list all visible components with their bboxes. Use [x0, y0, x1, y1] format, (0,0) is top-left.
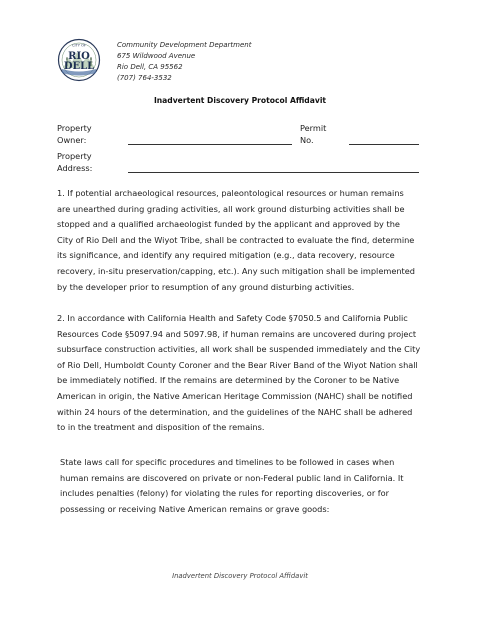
paragraph-3-line: possessing or receiving Native American remains or grave goods:: [60, 503, 330, 514]
paragraph-3-line: human remains are discovered on private or non-Federal public land in California. It: [60, 472, 404, 483]
property-owner-field[interactable]: [128, 144, 292, 145]
city-of-rio-dell-logo: [57, 38, 101, 82]
paragraph-3-line: State laws call for specific procedures and timelines to be followed in cases when: [60, 457, 395, 467]
paragraph-2-line: 2. In accordance with California Health and Safety Code §7050.5 and California Public: [57, 313, 408, 323]
property-owner-label-line2: Owner:: [57, 135, 87, 145]
paragraph-1-line: City of Rio Dell and the Wiyot Tribe, shall be contracted to evaluate the find, determine: [57, 234, 415, 245]
permit-no-label: [300, 122, 326, 146]
paragraph-2-line: subsurface construction activities, all work shall be suspended immediately and the City: [57, 344, 421, 355]
paragraph-2-line: be immediately notified. If the remains are determined by the Coroner to be Native: [57, 375, 400, 386]
property-owner-label-line1: Property: [57, 123, 92, 133]
property-owner-label: [57, 122, 92, 146]
paragraph-1-line: recovery, in-situ preservation/capping, etc.). Any such mitigation shall be implemented: [57, 265, 416, 276]
paragraph-2-line: American in origin, the Native American Heritage Commission (NAHC) shall be notified: [57, 390, 413, 401]
permit-no-label-line1: Permit: [300, 123, 327, 133]
paragraph-2-line: to in the treatment and disposition of the remains.: [57, 422, 265, 433]
logo-dell-text: DELL: [63, 61, 95, 72]
paragraph-1: [57, 186, 423, 295]
paragraph-3: [60, 455, 426, 517]
street-address: 675 Wildwood Avenue: [117, 52, 196, 60]
page-footer: Inadvertent Discovery Protocol Affidavit: [172, 572, 308, 580]
paragraph-1-line: its significance, and identify any required mitigation (e.g., data recovery, resource: [57, 250, 395, 261]
permit-no-label-line2: No.: [300, 135, 314, 145]
paragraph-1-line: stopped and a qualified archaeologist funded by the applicant and approved by the: [57, 219, 400, 230]
paragraph-2-line: of Rio Dell, Humboldt County Coroner and the Bear River Band of the Wiyot Nation shall: [57, 359, 418, 370]
paragraph-1-line: are unearthed during grading activities, all work ground disturbing activities shall be: [57, 203, 405, 214]
paragraph-2: [57, 311, 423, 436]
paragraph-2-line: within 24 hours of the determination, and the guidelines of the NAHC shall be adhered: [57, 406, 413, 417]
department-name: Community Development Department: [117, 41, 252, 49]
paragraph-1-line: 1. If potential archaeological resources, paleontological resources or human remains: [57, 188, 404, 198]
paragraph-2-line: Resources Code §5097.94 and 5097.98, if human remains are uncovered during project: [57, 328, 417, 339]
permit-no-field[interactable]: [349, 144, 419, 145]
letterhead: [117, 40, 251, 84]
logo-city-of-text: CITY OF: [72, 43, 86, 48]
city-state-zip: Rio Dell, CA 95562: [117, 63, 183, 71]
property-address-field[interactable]: [128, 172, 419, 173]
logo-rio-text: RIO: [68, 51, 90, 62]
paragraph-3-line: includes penalties (felony) for violating the rules for reporting discoveries, or for: [60, 488, 390, 499]
phone-number: (707) 764-3532: [117, 74, 172, 82]
property-address-label-line2: Address:: [57, 163, 93, 173]
document-title: Inadvertent Discovery Protocol Affidavit: [153, 96, 327, 105]
property-address-label: [57, 150, 92, 174]
property-address-label-line1: Property: [57, 151, 92, 161]
paragraph-1-line: by the developer prior to resumption of any ground disturbing activities.: [57, 281, 355, 292]
